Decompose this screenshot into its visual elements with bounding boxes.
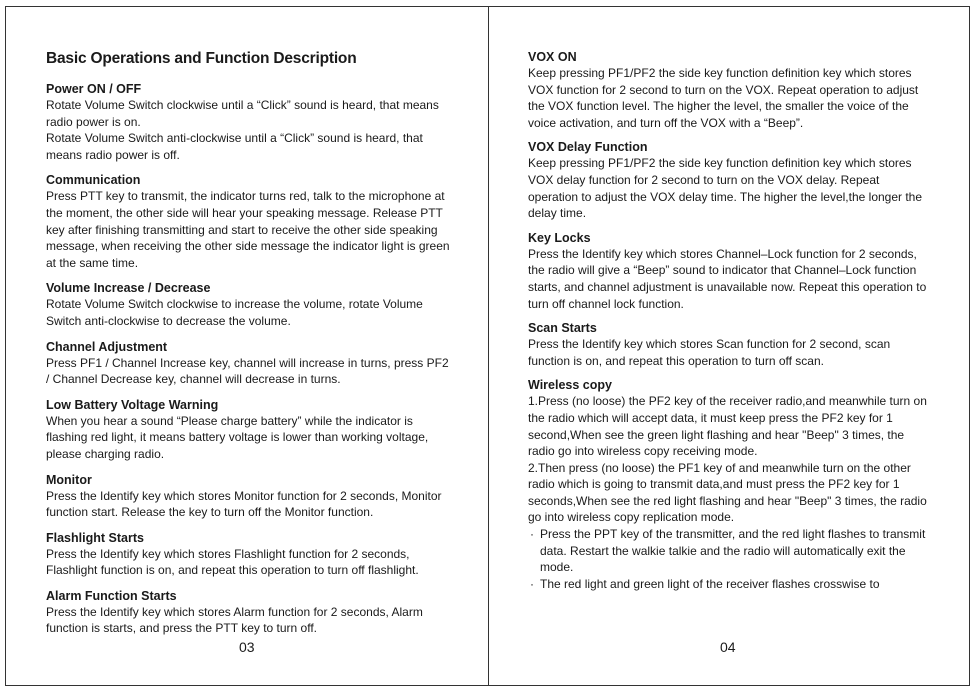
section-heading: Flashlight Starts bbox=[46, 530, 144, 545]
section-heading: Key Locks bbox=[528, 230, 591, 245]
section-text: Keep pressing PF1/PF2 the side key function definition key which stores VOX delay function for 2 second to turn on the VOX delay. Repeat operation to adjust the VOX delay time. The higher the level,the longer the delay time. bbox=[528, 156, 923, 221]
section-text: Press the Identify key which stores Flashlight function for 2 seconds, Flashlight function is on, and repeat this operation to turn off flashlight. bbox=[46, 546, 419, 578]
right-page-content bbox=[528, 49, 928, 600]
section-text: 2.Then press (no loose) the PF1 key of and meanwhile turn on the other radio which is going to transmit data,and must press the PF2 key for 1 seconds,When see the red light flashing and hear "Beep" 3 times, the radio go into wireless copy replication mode. bbox=[528, 460, 927, 525]
section-text: Press PF1 / Channel Increase key, channel will increase in turns, press PF2 / Channel Decrease key, channel will decrease in turns. bbox=[46, 355, 449, 387]
section-heading: Scan Starts bbox=[528, 321, 597, 336]
section-low-battery bbox=[46, 397, 451, 463]
section-heading: VOX ON bbox=[528, 50, 577, 64]
bullet-dot-icon: · bbox=[530, 576, 534, 591]
section-heading: Communication bbox=[46, 173, 141, 188]
section-text: Press the Identify key which stores Alarm function for 2 seconds, Alarm function is starts, and press the PTT key to turn off. bbox=[46, 604, 423, 636]
section-communication bbox=[46, 172, 451, 271]
section-text: Rotate Volume Switch clockwise until a “Click” sound is heard, that means radio power is on. bbox=[46, 98, 439, 129]
bullet-item bbox=[528, 576, 928, 593]
section-heading: Volume Increase / Decrease bbox=[46, 281, 211, 296]
section-channel bbox=[46, 339, 451, 388]
left-page bbox=[5, 6, 488, 686]
section-monitor bbox=[46, 472, 451, 521]
page-number: 04 bbox=[720, 639, 736, 655]
section-vox-delay bbox=[528, 139, 928, 221]
section-key-locks bbox=[528, 230, 928, 312]
section-text: 1.Press (no loose) the PF2 key of the receiver radio,and meanwhile turn on the radio which will accept data, it must keep press the PF2 key for 1 second,When see the green light flashing and hear "Beep" 3 times, the radio go into wireless copy receiving mode. bbox=[528, 394, 927, 459]
section-heading: Alarm Function Starts bbox=[46, 588, 177, 603]
section-heading: VOX Delay Function bbox=[528, 140, 648, 155]
section-flashlight bbox=[46, 530, 451, 579]
section-heading: Channel Adjustment bbox=[46, 339, 168, 354]
section-text: Keep pressing PF1/PF2 the side key function definition key which stores VOX function for 2 second to turn on the VOX. Repeat operation to adjust the VOX function level. The higher the level, the smaller the voice of the voice activation, and turn off the VOX with a “Beep”. bbox=[528, 66, 919, 130]
section-heading: Monitor bbox=[46, 472, 92, 487]
section-heading: Low Battery Voltage Warning bbox=[46, 397, 219, 412]
section-text: Press PTT key to transmit, the indicator turns red, talk to the microphone at the moment, the other side will hear your speaking message. Release PTT key after finishing transmitting and start to receive the other side speaking message, when receiving the other side message the indicator light is green at the same time. bbox=[46, 189, 450, 270]
section-vox-on bbox=[528, 49, 928, 131]
section-text: Press the Identify key which stores Scan function for 2 second, scan function is on, and repeat this operation to turn off scan. bbox=[528, 337, 891, 368]
section-wireless-copy bbox=[528, 377, 928, 592]
page-title: Basic Operations and Function Description bbox=[46, 50, 357, 67]
section-heading: Power ON / OFF bbox=[46, 82, 142, 96]
bullet-text: Press the PPT key of the transmitter, and the red light flashes to transmit data. Restart the walkie talkie and the radio will automatically exit the mode. bbox=[540, 527, 926, 575]
section-text: Press the Identify key which stores Channel–Lock function for 2 seconds, the radio will give a “Beep” sound to indicator that Channel–Lock function starts, and channel adjustment is unavailable now. Repeat this operation to turn off channel lock function. bbox=[528, 246, 927, 311]
page-number: 03 bbox=[239, 639, 255, 655]
bullet-text: The red light and green light of the receiver flashes crosswise to bbox=[540, 576, 880, 591]
section-volume bbox=[46, 280, 451, 329]
bullet-item bbox=[528, 526, 928, 576]
section-power bbox=[46, 81, 451, 163]
section-text: Rotate Volume Switch clockwise to increase the volume, rotate Volume Switch anti-clockwise to decrease the volume. bbox=[46, 297, 423, 328]
section-text: When you hear a sound “Please charge battery” while the indicator is flashing red light, it means battery voltage is lower than working voltage, please charging radio. bbox=[46, 413, 429, 461]
section-text: Press the Identify key which stores Monitor function for 2 seconds, Monitor function start. Release the key to turn off the Monitor function. bbox=[46, 488, 442, 520]
section-alarm bbox=[46, 588, 451, 637]
left-page-content bbox=[46, 49, 451, 646]
section-heading: Wireless copy bbox=[528, 378, 612, 393]
bullet-dot-icon: · bbox=[530, 527, 534, 542]
section-scan bbox=[528, 320, 928, 369]
right-page bbox=[488, 6, 970, 686]
section-text: Rotate Volume Switch anti-clockwise until a “Click” sound is heard, that means radio power is off. bbox=[46, 131, 423, 162]
